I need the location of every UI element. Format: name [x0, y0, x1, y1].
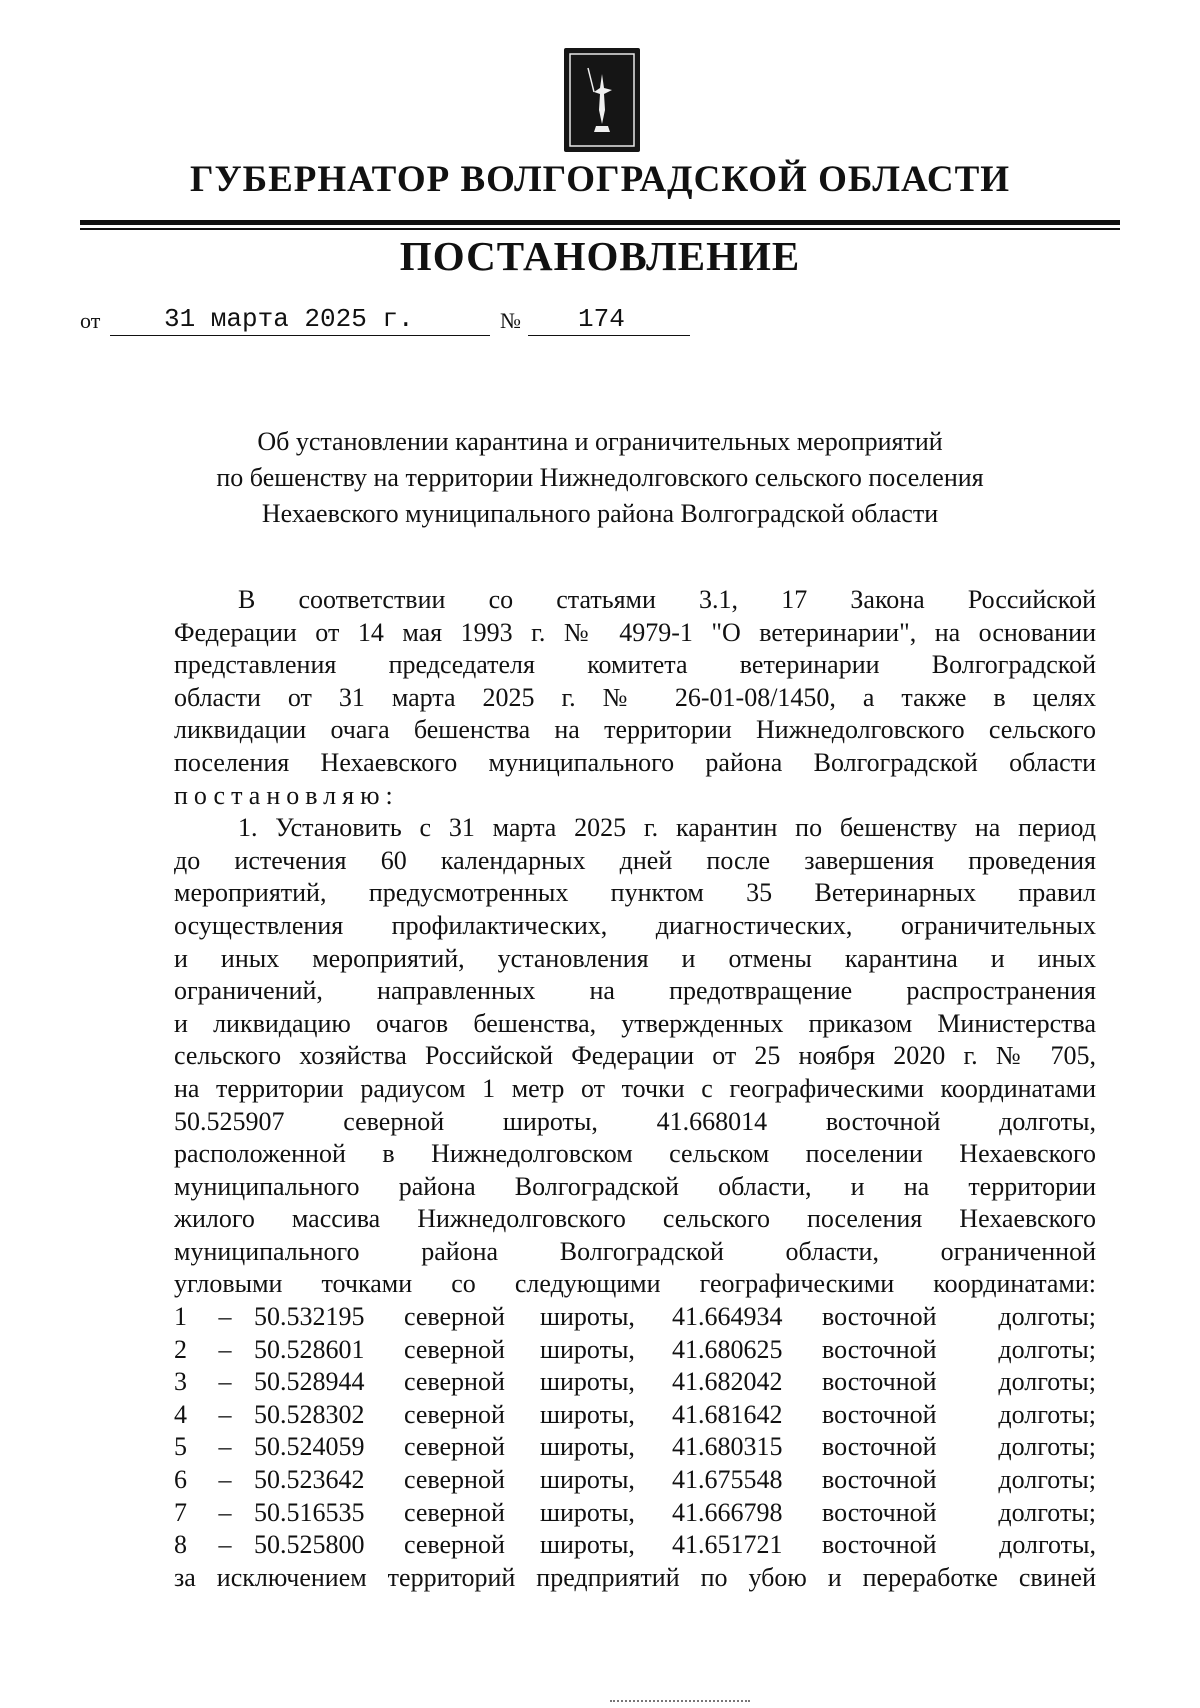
longitude-word: долготы;	[998, 1367, 1096, 1397]
north-word: северной	[404, 1367, 505, 1397]
latitude-word: широты,	[540, 1302, 635, 1332]
number-label: №	[500, 308, 521, 333]
body-line: муниципального района Волгоградской области, ограниченной	[174, 1236, 1096, 1266]
point-index: 4	[174, 1399, 187, 1429]
body-line: ограничений, направленных на предотвращение распространения	[174, 976, 1096, 1006]
subject-line: Об установлении карантина и ограничительных мероприятий	[257, 427, 943, 456]
east-word: восточной	[822, 1497, 937, 1527]
body-line: области от 31 марта 2025 г. № 26-01-08/1450, а также в целях	[174, 682, 1096, 712]
dash: –	[218, 1465, 232, 1495]
document-body	[174, 584, 1096, 1594]
east-word: восточной	[822, 1334, 937, 1364]
east-word: восточной	[822, 1465, 937, 1495]
east-word: восточной	[822, 1432, 937, 1462]
body-line: представления председателя комитета ветеринарии Волгоградской	[174, 650, 1096, 680]
document-type-title: ПОСТАНОВЛЕНИЕ	[399, 233, 801, 279]
body-line: жилого массива Нижнедолговского сельского поселения Нехаевского	[174, 1204, 1096, 1234]
date-number-row	[80, 300, 720, 340]
body-line: угловыми точками со следующими географическими координатами:	[174, 1269, 1096, 1299]
coordinate-row	[174, 1301, 1096, 1334]
coordinate-row	[174, 1464, 1096, 1497]
point-index: 3	[174, 1367, 187, 1397]
longitude-word: долготы;	[998, 1334, 1096, 1364]
body-line: и иных мероприятий, установления и отмены карантина и иных	[174, 943, 1096, 973]
latitude-word: широты,	[540, 1334, 635, 1364]
longitude-word: долготы;	[998, 1497, 1096, 1527]
header-divider-thick	[80, 220, 1120, 225]
body-line: на территории радиусом 1 метр от точки с географическими координатами	[174, 1073, 1096, 1103]
point-index: 1	[174, 1302, 187, 1332]
body-line: осуществления профилактических, диагностических, ограничительных	[174, 910, 1096, 940]
issuing-authority: ГУБЕРНАТОР ВОЛГОГРАДСКОЙ ОБЛАСТИ	[189, 159, 1011, 200]
coordinate-row	[174, 1399, 1096, 1432]
body-line: расположенной в Нижнедолговском сельском поселении Нехаевского	[174, 1139, 1096, 1169]
longitude-word: долготы;	[998, 1302, 1096, 1332]
latitude-word: широты,	[540, 1367, 635, 1397]
coordinate-row	[174, 1431, 1096, 1464]
coordinate-row	[174, 1366, 1096, 1399]
longitude-word: долготы;	[998, 1432, 1096, 1462]
latitude-word: широты,	[540, 1530, 635, 1560]
decree-word: постановляю:	[174, 780, 399, 810]
latitude-value: 50.528944	[254, 1367, 365, 1397]
dash: –	[218, 1334, 232, 1364]
longitude-value: 41.682042	[672, 1367, 783, 1397]
east-word: восточной	[822, 1530, 937, 1560]
coordinate-row	[174, 1529, 1096, 1562]
point-index: 2	[174, 1334, 187, 1364]
longitude-value: 41.681642	[672, 1399, 783, 1429]
body-line: поселения Нехаевского муниципального района Волгоградской области	[174, 747, 1096, 777]
subject-line: по бешенству на территории Нижнедолговского сельского поселения	[216, 463, 984, 492]
body-line: ликвидации очага бешенства на территории Нижнедолговского сельского	[174, 715, 1096, 745]
header-divider-thin	[80, 228, 1120, 230]
dash: –	[218, 1302, 232, 1332]
east-word: восточной	[822, 1399, 937, 1429]
latitude-value: 50.528302	[254, 1399, 365, 1429]
point-index: 6	[174, 1465, 187, 1495]
north-word: северной	[404, 1497, 505, 1527]
longitude-word: долготы,	[999, 1530, 1096, 1560]
latitude-value: 50.523642	[254, 1465, 365, 1495]
latitude-value: 50.532195	[254, 1302, 365, 1332]
east-word: восточной	[822, 1367, 937, 1397]
longitude-value: 41.675548	[672, 1465, 783, 1495]
document-subject	[120, 424, 1080, 532]
longitude-word: долготы;	[998, 1399, 1096, 1429]
dash: –	[218, 1530, 232, 1560]
latitude-word: широты,	[540, 1432, 635, 1462]
latitude-word: широты,	[540, 1465, 635, 1495]
coordinate-row	[174, 1497, 1096, 1530]
body-line: 1. Установить с 31 марта 2025 г. карантин по бешенству на период	[238, 813, 1096, 843]
latitude-word: широты,	[540, 1497, 635, 1527]
dash: –	[218, 1497, 232, 1527]
north-word: северной	[404, 1334, 505, 1364]
point-index: 7	[174, 1497, 187, 1527]
body-line: муниципального района Волгоградской области, и на территории	[174, 1171, 1096, 1201]
body-line: Федерации от 14 мая 1993 г. № 4979-1 "О ветеринарии", на основании	[174, 617, 1096, 647]
latitude-value: 50.516535	[254, 1497, 365, 1527]
north-word: северной	[404, 1302, 505, 1332]
body-line: сельского хозяйства Российской Федерации от 25 ноября 2020 г. № 705,	[174, 1041, 1096, 1071]
coordinate-row	[174, 1334, 1096, 1367]
longitude-value: 41.651721	[672, 1530, 783, 1560]
dash: –	[218, 1432, 232, 1462]
longitude-word: долготы;	[998, 1465, 1096, 1495]
dash: –	[218, 1399, 232, 1429]
longitude-value: 41.664934	[672, 1302, 783, 1332]
body-line: и ликвидацию очагов бешенства, утвержденных приказом Министерства	[174, 1008, 1096, 1038]
volgograd-emblem-icon	[564, 48, 640, 152]
longitude-value: 41.680315	[672, 1432, 783, 1462]
point-index: 8	[174, 1530, 187, 1560]
document-number: 174	[578, 304, 625, 334]
north-word: северной	[404, 1530, 505, 1560]
body-line: 50.525907 северной широты, 41.668014 восточной долготы,	[174, 1106, 1096, 1136]
subject-line: Нехаевского муниципального района Волгоградской области	[261, 499, 939, 528]
north-word: северной	[404, 1465, 505, 1495]
longitude-value: 41.666798	[672, 1497, 783, 1527]
date-value: 31 марта 2025 г.	[164, 304, 414, 334]
east-word: восточной	[822, 1302, 937, 1332]
point-index: 5	[174, 1432, 187, 1462]
date-label: от	[80, 308, 101, 333]
latitude-value: 50.524059	[254, 1432, 365, 1462]
latitude-value: 50.525800	[254, 1530, 365, 1560]
body-line: за исключением территорий предприятий по убою и переработке свиней	[174, 1562, 1096, 1592]
latitude-word: широты,	[540, 1399, 635, 1429]
body-line: до истечения 60 календарных дней после завершения проведения	[174, 845, 1096, 875]
north-word: северной	[404, 1399, 505, 1429]
body-line: В соответствии со статьями 3.1, 17 Закона Российской	[238, 585, 1096, 614]
longitude-value: 41.680625	[672, 1334, 783, 1364]
north-word: северной	[404, 1432, 505, 1462]
dash: –	[218, 1367, 232, 1397]
latitude-value: 50.528601	[254, 1334, 365, 1364]
body-line: мероприятий, предусмотренных пунктом 35 Ветеринарных правил	[174, 878, 1096, 908]
scan-artifact	[610, 1700, 750, 1704]
